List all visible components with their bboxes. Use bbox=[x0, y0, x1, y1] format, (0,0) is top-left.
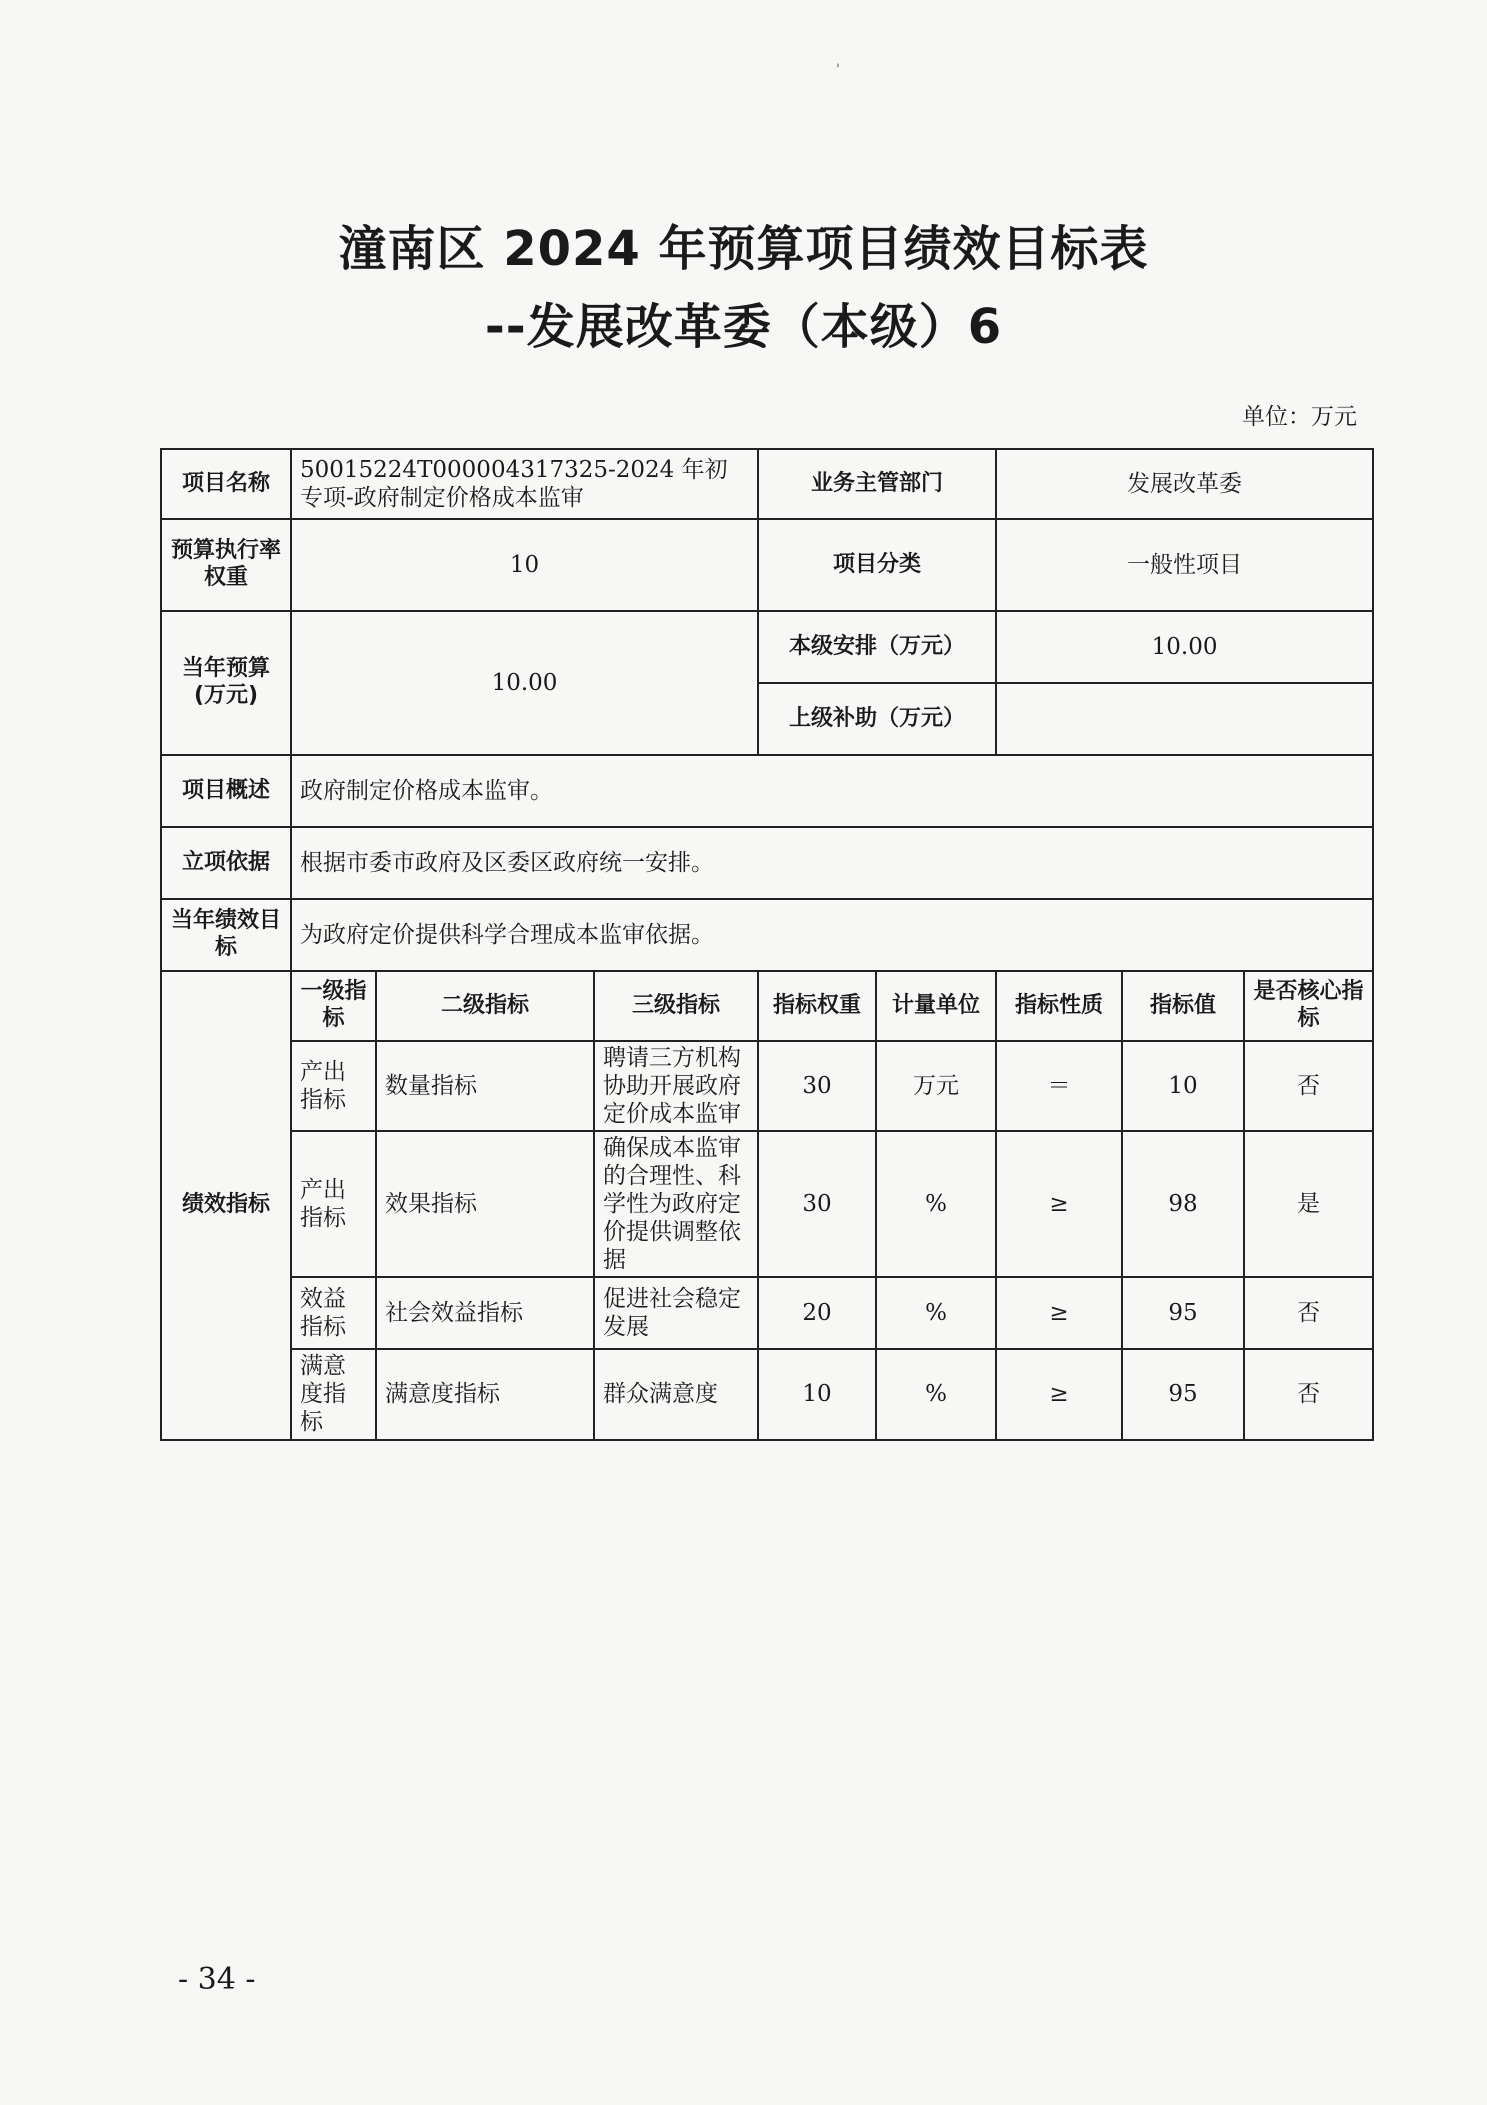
basis-label: 立项依据 bbox=[161, 827, 291, 899]
row-unit: % bbox=[876, 1131, 996, 1277]
dept-value: 发展改革委 bbox=[996, 449, 1373, 519]
dept-label: 业务主管部门 bbox=[758, 449, 996, 519]
row-value: 10 bbox=[1122, 1041, 1244, 1131]
row-budget-own bbox=[161, 611, 1373, 683]
basis-value: 根据市委市政府及区委区政府统一安排。 bbox=[291, 827, 1373, 899]
row-core: 否 bbox=[1244, 1041, 1373, 1131]
row-level1: 效益指标 bbox=[291, 1277, 376, 1349]
goal-value: 为政府定价提供科学合理成本监审依据。 bbox=[291, 899, 1373, 971]
indicator-header-row bbox=[161, 971, 1373, 1041]
row-level1: 产出指标 bbox=[291, 1041, 376, 1131]
project-name-label: 项目名称 bbox=[161, 449, 291, 519]
row-core: 否 bbox=[1244, 1349, 1373, 1439]
row-weight: 10 bbox=[758, 1349, 876, 1439]
header-core: 是否核心指标 bbox=[1244, 971, 1373, 1041]
row-level3: 聘请三方机构协助开展政府定价成本监审 bbox=[594, 1041, 758, 1131]
budget-label: 当年预算(万元) bbox=[161, 611, 291, 755]
category-value: 一般性项目 bbox=[996, 519, 1373, 611]
row-weight: 20 bbox=[758, 1277, 876, 1349]
row-basis bbox=[161, 827, 1373, 899]
scan-mark: ' bbox=[836, 62, 840, 78]
sub-value bbox=[996, 683, 1373, 755]
category-label: 项目分类 bbox=[758, 519, 996, 611]
table-row bbox=[161, 1041, 1373, 1131]
header-level1: 一级指标 bbox=[291, 971, 376, 1041]
row-core: 否 bbox=[1244, 1277, 1373, 1349]
table-row bbox=[161, 1349, 1373, 1439]
page-number: - 34 - bbox=[178, 1962, 256, 1997]
row-level2: 社会效益指标 bbox=[376, 1277, 594, 1349]
row-unit: % bbox=[876, 1277, 996, 1349]
row-nature: ＝ bbox=[996, 1041, 1122, 1131]
row-level3: 确保成本监审的合理性、科学性为政府定价提供调整依据 bbox=[594, 1131, 758, 1277]
table-row bbox=[161, 1131, 1373, 1277]
header-weight: 指标权重 bbox=[758, 971, 876, 1041]
row-value: 95 bbox=[1122, 1277, 1244, 1349]
row-level2: 满意度指标 bbox=[376, 1349, 594, 1439]
project-name-value: 50015224T000004317325-2024 年初专项-政府制定价格成本监审 bbox=[291, 449, 758, 519]
row-core: 是 bbox=[1244, 1131, 1373, 1277]
sub-label: 上级补助（万元） bbox=[758, 683, 996, 755]
table-row bbox=[161, 1277, 1373, 1349]
row-level1: 产出指标 bbox=[291, 1131, 376, 1277]
row-level3: 促进社会稳定发展 bbox=[594, 1277, 758, 1349]
row-nature: ≥ bbox=[996, 1277, 1122, 1349]
row-level1: 满意度指标 bbox=[291, 1349, 376, 1439]
row-value: 98 bbox=[1122, 1131, 1244, 1277]
row-nature: ≥ bbox=[996, 1131, 1122, 1277]
unit-label: 单位：万元 bbox=[1242, 404, 1357, 430]
row-unit: % bbox=[876, 1349, 996, 1439]
header-unit: 计量单位 bbox=[876, 971, 996, 1041]
row-nature: ≥ bbox=[996, 1349, 1122, 1439]
own-label: 本级安排（万元） bbox=[758, 611, 996, 683]
row-unit: 万元 bbox=[876, 1041, 996, 1131]
row-level2: 效果指标 bbox=[376, 1131, 594, 1277]
page-title: 潼南区 2024 年预算项目绩效目标表 bbox=[338, 221, 1149, 277]
row-level2: 数量指标 bbox=[376, 1041, 594, 1131]
row-exec-weight bbox=[161, 519, 1373, 611]
row-project-name bbox=[161, 449, 1373, 519]
overview-label: 项目概述 bbox=[161, 755, 291, 827]
row-weight: 30 bbox=[758, 1131, 876, 1277]
exec-weight-value: 10 bbox=[291, 519, 758, 611]
header-nature: 指标性质 bbox=[996, 971, 1122, 1041]
exec-weight-label: 预算执行率权重 bbox=[161, 519, 291, 611]
row-goal bbox=[161, 899, 1373, 971]
header-value: 指标值 bbox=[1122, 971, 1244, 1041]
page-subtitle: --发展改革委（本级）6 bbox=[484, 299, 1003, 355]
goal-label: 当年绩效目标 bbox=[161, 899, 291, 971]
header-level3: 三级指标 bbox=[594, 971, 758, 1041]
overview-value: 政府制定价格成本监审。 bbox=[291, 755, 1373, 827]
row-value: 95 bbox=[1122, 1349, 1244, 1439]
budget-value: 10.00 bbox=[291, 611, 758, 755]
indicators-section-label: 绩效指标 bbox=[161, 971, 291, 1440]
row-weight: 30 bbox=[758, 1041, 876, 1131]
header-level2: 二级指标 bbox=[376, 971, 594, 1041]
performance-table-main bbox=[160, 448, 1374, 1441]
row-overview bbox=[161, 755, 1373, 827]
row-level3: 群众满意度 bbox=[594, 1349, 758, 1439]
own-value: 10.00 bbox=[996, 611, 1373, 683]
